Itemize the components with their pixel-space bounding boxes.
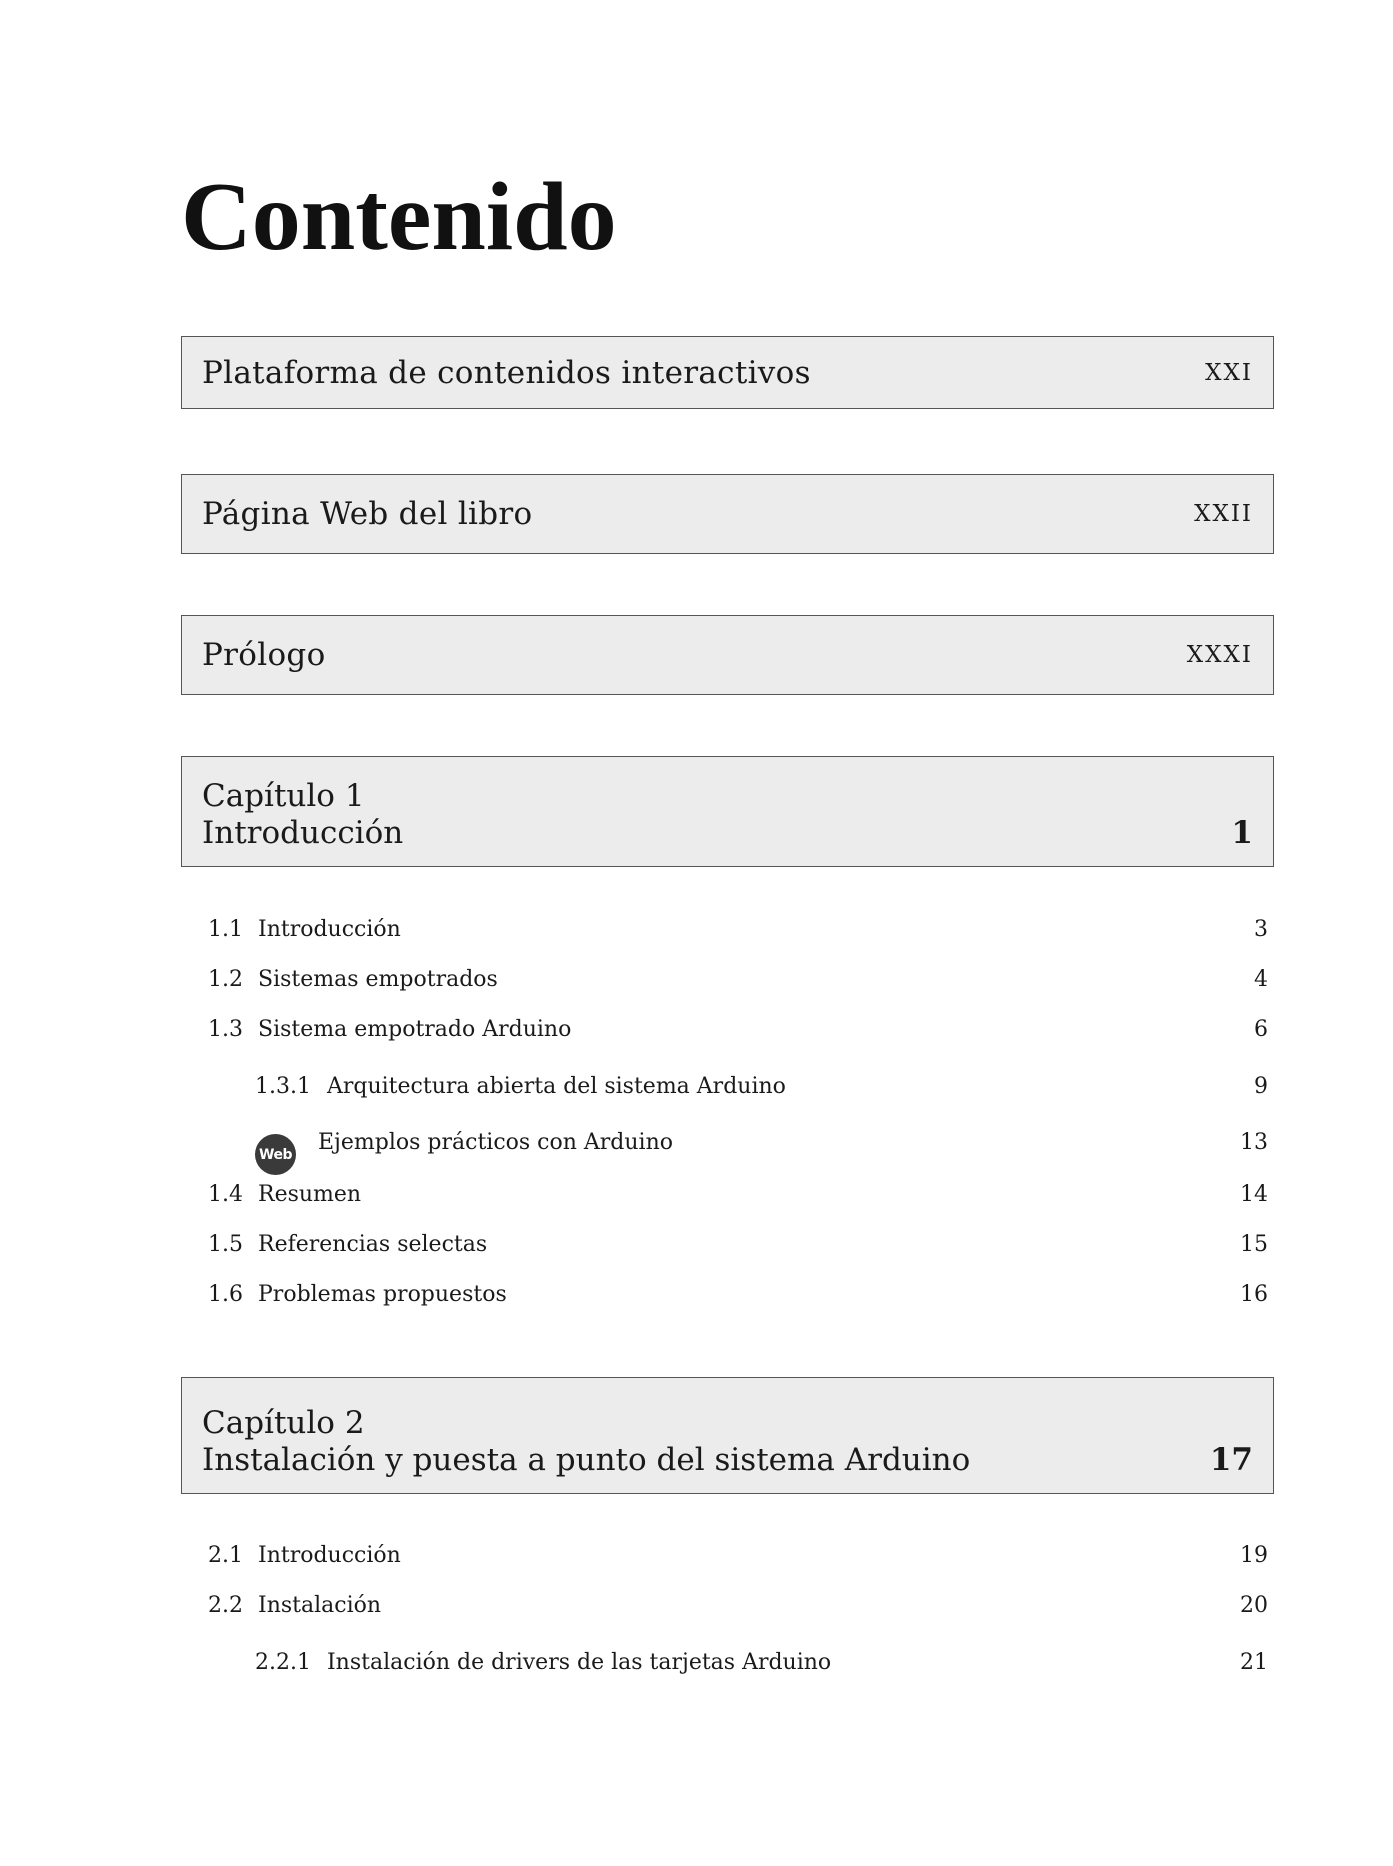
section-number: 1.4 <box>208 1182 243 1207</box>
web-example-page: 13 <box>1240 1129 1268 1155</box>
section-page: 6 <box>1254 1017 1268 1042</box>
section-label: Instalación <box>258 1593 382 1618</box>
subsection-label: Arquitectura abierta del sistema Arduino <box>326 1074 786 1099</box>
toc-subentry[interactable] <box>255 1074 1268 1100</box>
toc-entry[interactable] <box>208 1182 1268 1208</box>
web-icon: Web <box>255 1134 296 1175</box>
toc-page-number: XXII <box>1194 501 1253 527</box>
section-page: 16 <box>1240 1282 1268 1307</box>
toc-entry[interactable] <box>208 1232 1268 1258</box>
section-number: 1.5 <box>208 1232 243 1257</box>
chapter-page-number: 1 <box>1231 815 1253 851</box>
subsection-page: 21 <box>1240 1650 1268 1675</box>
toc-front-label: Prólogo <box>202 637 326 673</box>
chapter-number: Capítulo 2 <box>202 1405 365 1441</box>
toc-entry[interactable] <box>208 1017 1268 1043</box>
toc-front-item-prologue[interactable] <box>181 615 1274 695</box>
section-label: Resumen <box>258 1182 362 1207</box>
chapter-title: Introducción <box>202 815 404 851</box>
section-label: Introducción <box>258 1543 401 1568</box>
toc-entry[interactable] <box>208 1543 1268 1569</box>
toc-page-number: XXXI <box>1186 642 1253 668</box>
section-label: Referencias selectas <box>258 1232 488 1257</box>
section-label: Problemas propuestos <box>258 1282 507 1307</box>
toc-entry[interactable] <box>208 967 1268 993</box>
subsection-page: 9 <box>1254 1074 1268 1099</box>
toc-chapter-1[interactable] <box>181 756 1274 867</box>
subsection-number: 1.3.1 <box>255 1074 311 1099</box>
toc-front-item-platform[interactable] <box>181 336 1274 409</box>
section-page: 20 <box>1240 1593 1268 1618</box>
section-page: 15 <box>1240 1232 1268 1257</box>
toc-subentry[interactable] <box>255 1650 1268 1676</box>
chapter-title: Instalación y puesta a punto del sistema Arduino <box>202 1442 971 1478</box>
toc-front-item-web-page[interactable] <box>181 474 1274 554</box>
section-label: Sistema empotrado Arduino <box>258 1017 572 1042</box>
section-page: 4 <box>1254 967 1268 992</box>
toc-front-label: Plataforma de contenidos interactivos <box>202 354 811 391</box>
toc-front-label: Página Web del libro <box>202 496 533 532</box>
section-number: 1.1 <box>208 917 243 942</box>
section-page: 19 <box>1240 1543 1268 1568</box>
section-number: 1.2 <box>208 967 243 992</box>
toc-web-entry[interactable] <box>255 1124 1268 1165</box>
section-page: 3 <box>1254 917 1268 942</box>
subsection-label: Instalación de drivers de las tarjetas Arduino <box>326 1650 832 1675</box>
toc-entry[interactable] <box>208 1282 1268 1308</box>
chapter-page-number: 17 <box>1209 1442 1253 1478</box>
section-number: 1.6 <box>208 1282 243 1307</box>
toc-entry[interactable] <box>208 1593 1268 1619</box>
page-title: Contenido <box>181 163 617 271</box>
section-label: Sistemas empotrados <box>258 967 498 992</box>
toc-entry[interactable] <box>208 917 1268 943</box>
section-page: 14 <box>1240 1182 1268 1207</box>
chapter-number: Capítulo 1 <box>202 778 365 814</box>
subsection-number: 2.2.1 <box>255 1650 311 1675</box>
section-label: Introducción <box>258 917 401 942</box>
section-number: 1.3 <box>208 1017 243 1042</box>
toc-chapter-2[interactable] <box>181 1377 1274 1494</box>
section-number: 2.2 <box>208 1593 243 1618</box>
toc-page-number: XXI <box>1205 359 1253 386</box>
web-example-label: Ejemplos prácticos con Arduino <box>318 1129 674 1155</box>
section-number: 2.1 <box>208 1543 243 1568</box>
